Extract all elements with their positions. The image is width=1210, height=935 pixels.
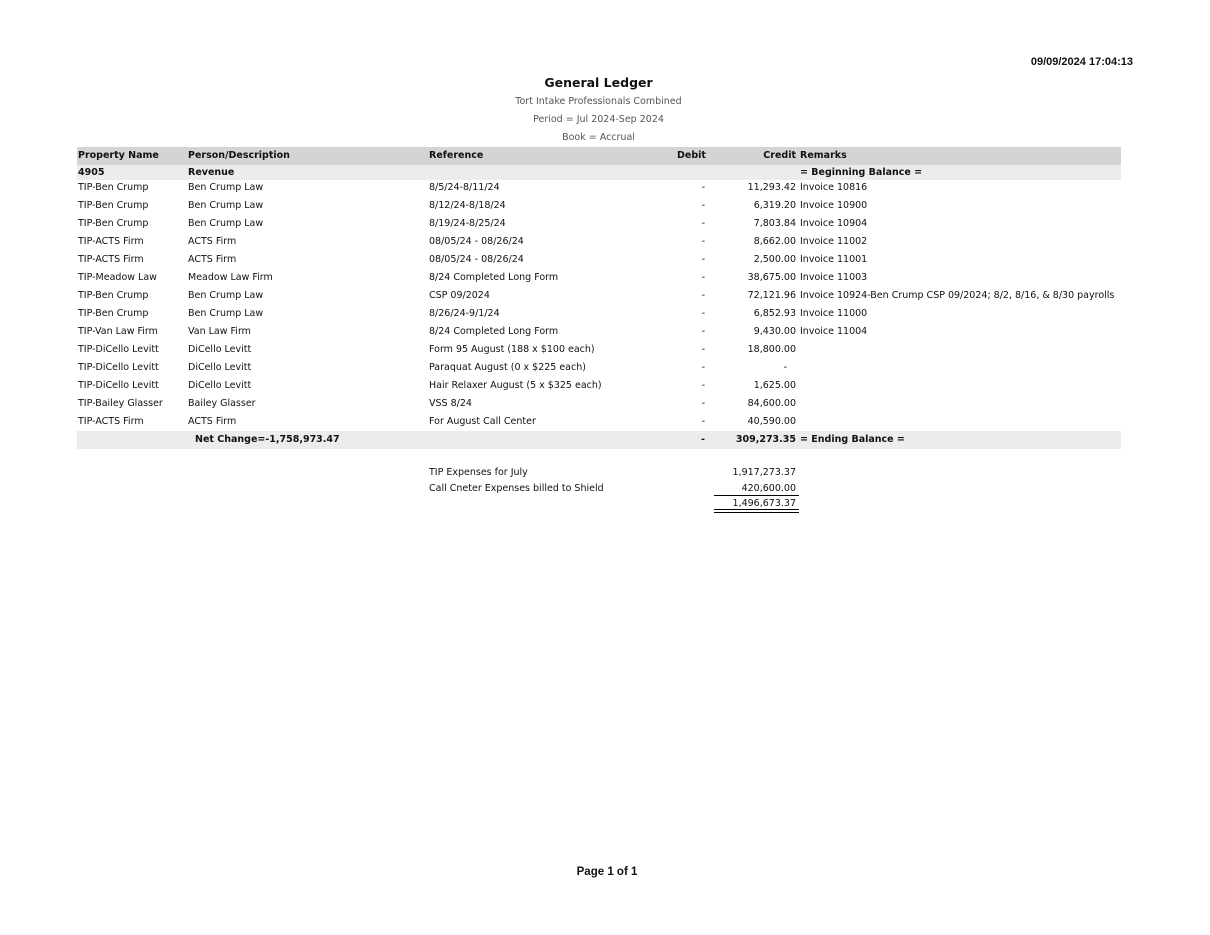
account-number: 4905 — [78, 167, 105, 178]
cell-debit: - — [701, 308, 705, 319]
table-row — [77, 197, 1121, 215]
cell-debit: - — [701, 200, 705, 211]
cell-reference: 8/24 Completed Long Form — [429, 272, 559, 283]
cell-person: Ben Crump Law — [188, 200, 264, 211]
cell-remarks: Invoice 11001 — [800, 254, 868, 265]
table-row — [77, 215, 1121, 233]
net-change-label: Net Change=-1,758,973.47 — [195, 434, 340, 445]
cell-credit: 40,590.00 — [747, 416, 796, 427]
report-title: General Ledger — [544, 75, 653, 90]
summary-line2-label: Call Cneter Expenses billed to Shield — [429, 483, 604, 494]
subtotal-underline — [714, 495, 799, 496]
table-row — [77, 395, 1121, 413]
cell-property: TIP-Bailey Glasser — [78, 398, 163, 409]
column-header-property: Property Name — [78, 150, 159, 161]
cell-credit: 9,430.00 — [753, 326, 796, 337]
summary-line2-value: 420,600.00 — [741, 483, 796, 494]
ledger-header-row — [77, 147, 1121, 165]
cell-credit: 18,800.00 — [747, 344, 796, 355]
cell-credit: 72,121.96 — [747, 290, 796, 301]
cell-reference: 8/24 Completed Long Form — [429, 326, 559, 337]
cell-person: DiCello Levitt — [188, 380, 252, 391]
summary-line1-label: TIP Expenses for July — [429, 467, 528, 478]
cell-reference: 8/19/24-8/25/24 — [429, 218, 506, 229]
report-timestamp: 09/09/2024 17:04:13 — [1030, 56, 1133, 68]
cell-reference: 8/12/24-8/18/24 — [429, 200, 506, 211]
beginning-balance-label: = Beginning Balance = — [800, 167, 923, 178]
cell-person: Ben Crump Law — [188, 290, 264, 301]
cell-credit: 6,319.20 — [753, 200, 796, 211]
cell-remarks: Invoice 11003 — [800, 272, 868, 283]
column-header-debit: Debit — [677, 150, 706, 161]
report-book: Book = Accrual — [562, 132, 635, 143]
cell-property: TIP-ACTS Firm — [78, 236, 144, 247]
cell-debit: - — [701, 290, 705, 301]
cell-reference: 08/05/24 - 08/26/24 — [429, 236, 524, 247]
column-header-person: Person/Description — [188, 150, 290, 161]
cell-property: TIP-Ben Crump — [78, 182, 149, 193]
cell-credit: 84,600.00 — [747, 398, 796, 409]
cell-reference: For August Call Center — [429, 416, 536, 427]
account-name: Revenue — [188, 167, 235, 178]
cell-reference: Hair Relaxer August (5 x $325 each) — [429, 380, 602, 391]
cell-remarks: Invoice 10816 — [800, 182, 868, 193]
cell-reference: VSS 8/24 — [429, 398, 472, 409]
summary-line1-value: 1,917,273.37 — [732, 467, 796, 478]
cell-remarks: Invoice 11002 — [800, 236, 868, 247]
cell-credit: 7,803.84 — [753, 218, 796, 229]
total-debit: - — [701, 434, 705, 445]
cell-property: TIP-ACTS Firm — [78, 254, 144, 265]
cell-reference: Form 95 August (188 x $100 each) — [429, 344, 595, 355]
table-row — [77, 233, 1121, 251]
table-row — [77, 305, 1121, 323]
cell-remarks: Invoice 11004 — [800, 326, 868, 337]
cell-debit: - — [701, 380, 705, 391]
cell-remarks: Invoice 10924-Ben Crump CSP 09/2024; 8/2, 8/16, & 8/30 payrolls — [800, 290, 1115, 301]
cell-property: TIP-DiCello Levitt — [78, 362, 159, 373]
cell-reference: 8/26/24-9/1/24 — [429, 308, 500, 319]
cell-property: TIP-Meadow Law — [78, 272, 157, 283]
cell-remarks: Invoice 10904 — [800, 218, 868, 229]
cell-reference: CSP 09/2024 — [429, 290, 490, 301]
cell-property: TIP-Ben Crump — [78, 218, 149, 229]
ending-balance-label: = Ending Balance = — [800, 434, 905, 445]
cell-reference: Paraquat August (0 x $225 each) — [429, 362, 586, 373]
cell-person: DiCello Levitt — [188, 362, 252, 373]
cell-credit: 38,675.00 — [747, 272, 796, 283]
cell-property: TIP-ACTS Firm — [78, 416, 144, 427]
ledger-table — [77, 147, 1121, 449]
cell-credit: - — [783, 362, 787, 373]
cell-credit: 8,662.00 — [753, 236, 796, 247]
report-entity: Tort Intake Professionals Combined — [515, 96, 682, 107]
table-row — [77, 269, 1121, 287]
cell-credit: 6,852.93 — [753, 308, 796, 319]
cell-debit: - — [701, 236, 705, 247]
column-header-credit: Credit — [763, 150, 796, 161]
table-row — [77, 359, 1121, 377]
cell-debit: - — [701, 416, 705, 427]
cell-property: TIP-Ben Crump — [78, 308, 149, 319]
cell-person: ACTS Firm — [188, 254, 237, 265]
table-row — [77, 323, 1121, 341]
cell-credit: 11,293.42 — [747, 182, 796, 193]
cell-property: TIP-DiCello Levitt — [78, 380, 159, 391]
cell-remarks: Invoice 11000 — [800, 308, 868, 319]
cell-debit: - — [701, 218, 705, 229]
cell-credit: 1,625.00 — [753, 380, 796, 391]
cell-person: Ben Crump Law — [188, 218, 264, 229]
summary-total-value: 1,496,673.37 — [732, 498, 796, 509]
cell-property: TIP-Ben Crump — [78, 200, 149, 211]
cell-property: TIP-Ben Crump — [78, 290, 149, 301]
cell-debit: - — [701, 254, 705, 265]
table-row — [77, 251, 1121, 269]
cell-debit: - — [701, 398, 705, 409]
cell-debit: - — [701, 182, 705, 193]
cell-remarks: Invoice 10900 — [800, 200, 868, 211]
cell-debit: - — [701, 362, 705, 373]
cell-person: Van Law Firm — [188, 326, 251, 337]
table-row — [77, 413, 1121, 431]
total-credit: 309,273.35 — [735, 434, 796, 445]
table-row — [77, 287, 1121, 305]
net-change-row — [77, 431, 1121, 449]
cell-credit: 2,500.00 — [753, 254, 796, 265]
cell-reference: 08/05/24 - 08/26/24 — [429, 254, 524, 265]
cell-person: DiCello Levitt — [188, 344, 252, 355]
cell-property: TIP-Van Law Firm — [78, 326, 158, 337]
cell-reference: 8/5/24-8/11/24 — [429, 182, 500, 193]
column-header-reference: Reference — [429, 150, 484, 161]
cell-debit: - — [701, 272, 705, 283]
cell-debit: - — [701, 344, 705, 355]
cell-person: Bailey Glasser — [188, 398, 256, 409]
cell-person: Meadow Law Firm — [188, 272, 273, 283]
cell-person: ACTS Firm — [188, 236, 237, 247]
cell-property: TIP-DiCello Levitt — [78, 344, 159, 355]
table-row — [77, 180, 1121, 197]
account-header-row — [77, 165, 1121, 180]
table-row — [77, 341, 1121, 359]
cell-debit: - — [701, 326, 705, 337]
cell-person: Ben Crump Law — [188, 308, 264, 319]
report-period: Period = Jul 2024-Sep 2024 — [533, 114, 664, 125]
page-number: Page 1 of 1 — [576, 866, 638, 878]
total-double-underline — [714, 509, 799, 513]
column-header-remarks: Remarks — [800, 150, 847, 161]
cell-person: ACTS Firm — [188, 416, 237, 427]
table-row — [77, 377, 1121, 395]
cell-person: Ben Crump Law — [188, 182, 264, 193]
